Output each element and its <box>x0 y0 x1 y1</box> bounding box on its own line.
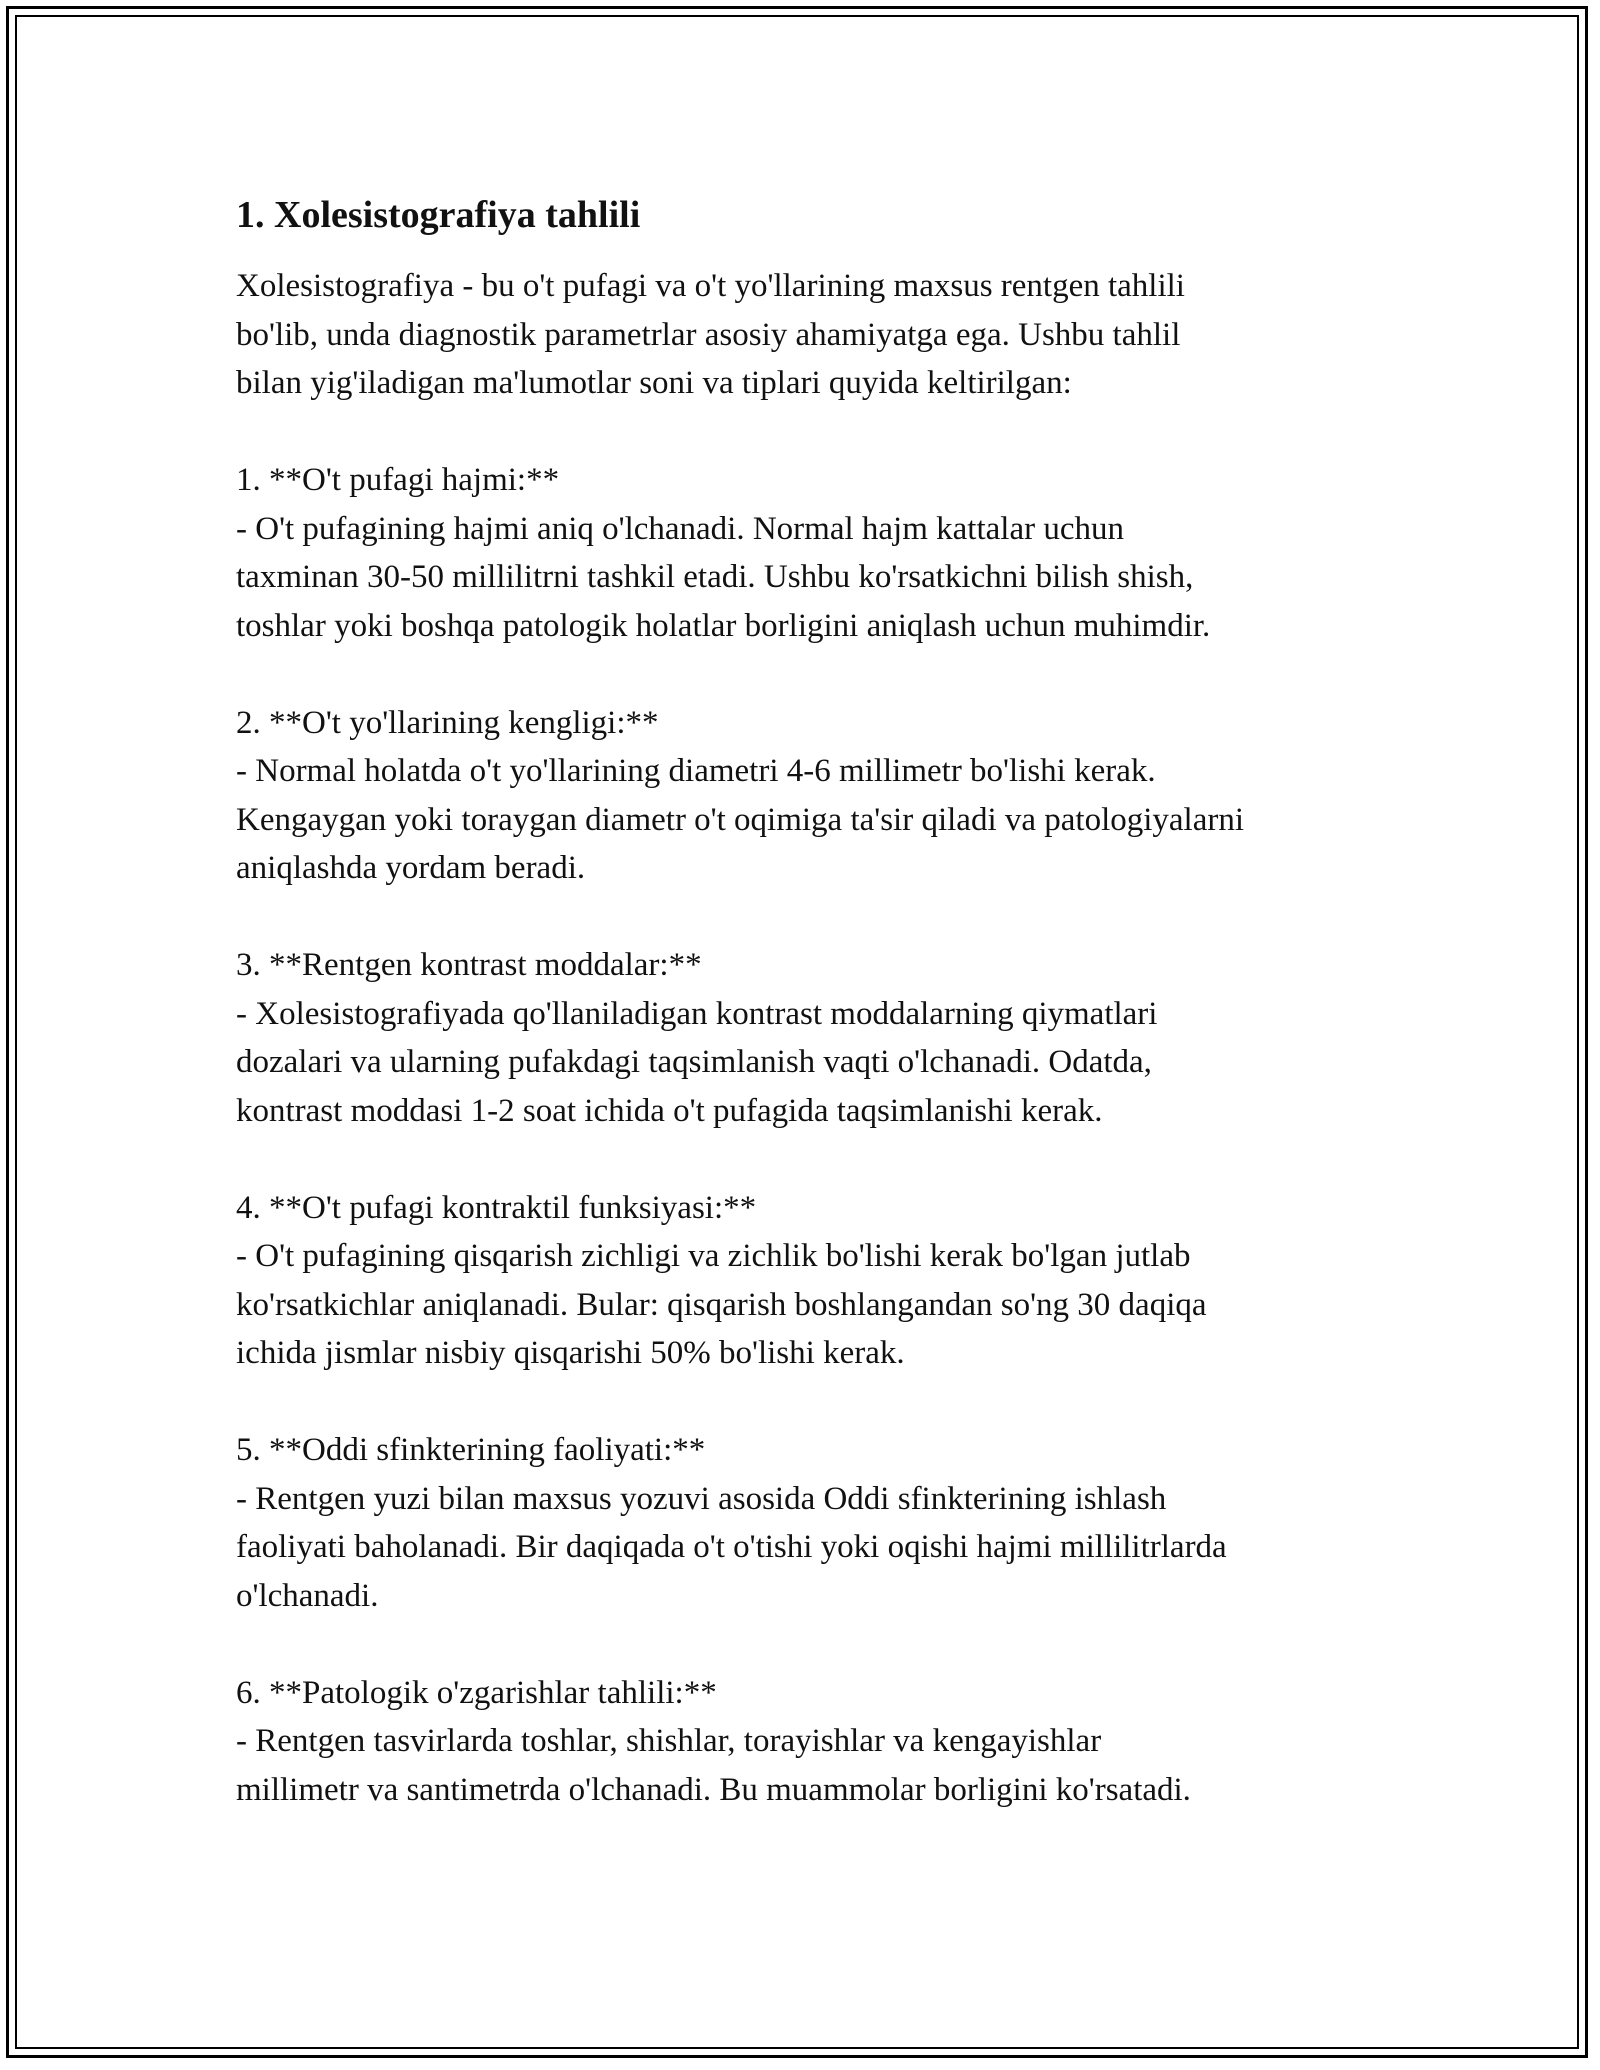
section-body: - O't pufagining hajmi aniq o'lchanadi. Normal hajm kattalar uchun taxminan 30-50 millilitrni tashkil etadi. Ushbu ko'rsatkichni bilish shish, toshlar yoki boshqa patologik holatlar borligini aniqlash uchun muhimdir. <box>236 510 1211 644</box>
section-body: - O't pufagining qisqarish zichligi va zichlik bo'lishi kerak bo'lgan jutlab ko'rsatkichlar aniqlanadi. Bular: qisqarish boshlangandan so'ng 30 daqiqa ichida jismlar nisbiy qisqarishi 50% bo'lishi kerak. <box>236 1238 1207 1371</box>
section-title: 1. **O't pufagi hajmi:** <box>236 462 560 498</box>
section-title: 3. **Rentgen kontrast moddalar:** <box>236 947 702 983</box>
section-6 <box>236 1669 1436 1815</box>
section-title: 5. **Oddi sfinkterining faoliyati:** <box>236 1432 706 1468</box>
intro-paragraph: Xolesistografiya - bu o't pufagi va o't yo'llarining maxsus rentgen tahlili bo'lib, unda diagnostik parametrlar asosiy ahamiyatga ega. Ushbu tahlil bilan yig'iladigan ma'lumotlar soni va tiplari quyida keltirilgan: <box>236 268 1185 401</box>
section-title: 4. **O't pufagi kontraktil funksiyasi:** <box>236 1189 757 1226</box>
document-content <box>236 188 1436 1814</box>
section-body: - Rentgen yuzi bilan maxsus yozuvi asosida Oddi sfinkterining ishlash faoliyati baholanadi. Bir daqiqada o't o'tishi yoki oqishi hajmi millilitrlarda o'lchanadi. <box>236 1480 1227 1614</box>
section-5 <box>236 1426 1436 1620</box>
section-title: 6. **Patologik o'zgarishlar tahlili:** <box>236 1674 717 1711</box>
section-body: - Normal holatda o't yo'llarining diametri 4-6 millimetr bo'lishi kerak. Kengaygan yoki toraygan diametr o't oqimiga ta'sir qiladi va patologiyalarni aniqlashda yordam beradi. <box>236 753 1245 886</box>
section-1 <box>236 456 1436 650</box>
section-body: - Rentgen tasvirlarda toshlar, shishlar, torayishlar va kengayishlar millimetr va santimetrda o'lchanadi. Bu muammolar borligini ko'rsatadi. <box>236 1723 1191 1808</box>
section-4 <box>236 1184 1436 1378</box>
section-title: 2. **O't yo'llarining kengligi:** <box>236 704 659 741</box>
document-heading: 1. Xolesistografiya tahlili <box>236 194 641 236</box>
section-3 <box>236 941 1436 1135</box>
section-2 <box>236 699 1436 893</box>
section-body: - Xolesistografiyada qo'llaniladigan kontrast moddalarning qiymatlari dozalari va ularning pufakdagi taqsimlanish vaqti o'lchanadi. Odatda, kontrast moddasi 1-2 soat ichida o't pufagida taqsimlanishi kerak. <box>236 995 1158 1129</box>
